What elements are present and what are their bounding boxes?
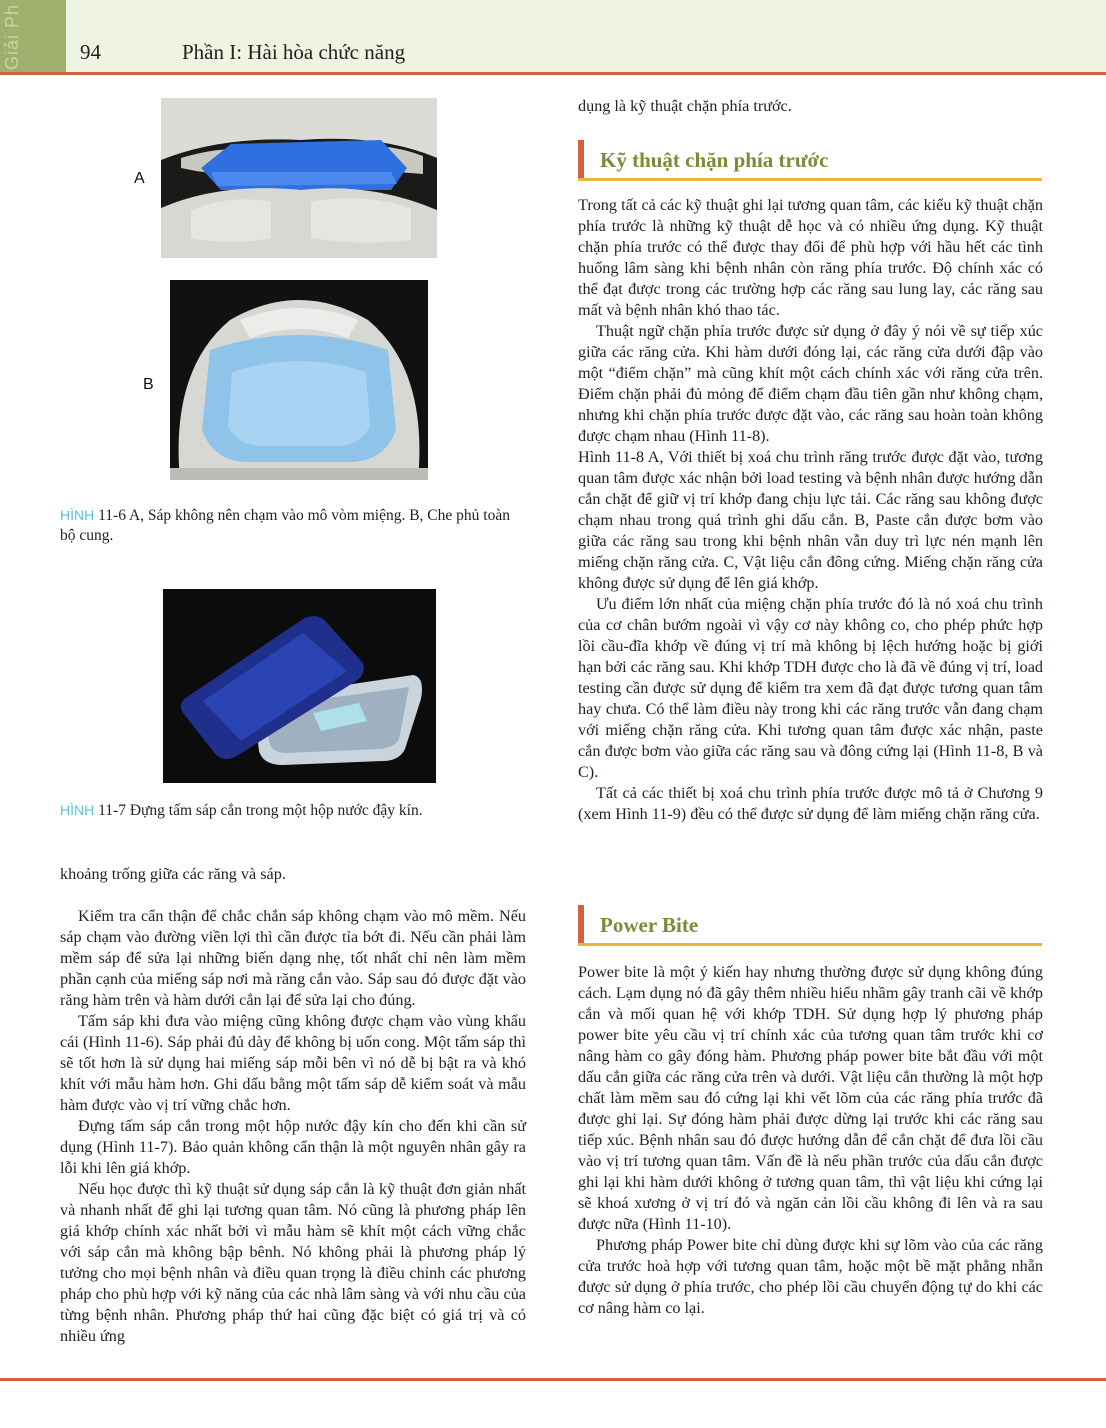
- section-title: Kỹ thuật chặn phía trước: [600, 148, 829, 172]
- paragraph: Ưu điểm lớn nhất của miệng chặn phía trước đó là nó xoá chu trình của cơ chân bướm ngoài vì vậy cơ này không co, cho phép phức hợp lồi cầu-đĩa khớp về đúng vị trí mà không bị lệch hướng hoặc bị giới hạn bởi các răng sau. Khi khớp TDH được cho là đã về đúng vị trí, load testing cần được sử dụng để kiểm tra xem đã đạt được tương quan tâm hay chưa. Có thể làm điều này trong khi các răng trước vẫn đang chạm với miếng chặn răng cửa. Khi tương quan tâm được xác nhận, paste cắn được bơm vào giữa các răng sau và đông cứng lại (Hình 11-8, B và C).: [578, 595, 1043, 781]
- paragraph: Nếu học được thì kỹ thuật sử dụng sáp cắn là kỹ thuật đơn giản nhất và nhanh nhất để ghi lại tương quan tâm. Nó cũng là phương pháp lên giá khớp chính xác nhất bởi vì mẫu hàm sẽ khít một cách vững chắc với sáp cắn mà không bập bênh. Nó không phải là phương pháp lý tưởng cho mọi bệnh nhân và điều quan trọng là điều chỉnh các phương pháp cho phù hợp với kỹ năng của các nhà lâm sàng và với nhu cầu của từng bệnh nhân. Phương pháp thứ hai cũng đặc biệt có giá trị và có nhiều ứng: [60, 1180, 526, 1345]
- section-title: Power Bite: [600, 913, 699, 937]
- left-column-body: [60, 906, 526, 1347]
- paragraph: Tất cả các thiết bị xoá chu trình phía trước được mô tả ở Chương 9 (xem Hình 11-9) đều có thể được sử dụng để làm miếng chặn răng cửa.: [578, 784, 1043, 823]
- running-title: Phần I: Hài hòa chức năng: [182, 40, 406, 64]
- figure-11-6-caption: [60, 505, 520, 546]
- figure-label-a: A: [134, 170, 145, 187]
- paragraph: khoảng trống giữa các răng và sáp.: [60, 865, 286, 883]
- caption-head: HÌNH: [60, 802, 95, 818]
- paragraph: Trong tất cả các kỹ thuật ghi lại tương quan tâm, các kiểu kỹ thuật chặn phía trước là những kỹ thuật dễ học và có nhiều ứng dụng. Kỹ thuật chặn phía trước có thể được thay đổi để phù hợp với hầu hết các tình huống lâm sàng khi bệnh nhân còn răng phía trước. Độ chính xác có thể đạt được trong các trường hợp các răng sau lung lay, các răng sau mất và bệnh nhân khó thao tác.: [578, 196, 1043, 319]
- side-tab-text: Giải Ph: [2, 4, 22, 71]
- figure-label-b: B: [143, 376, 154, 393]
- paragraph: Hình 11-8 A, Với thiết bị xoá chu trình răng trước được đặt vào, tương quan tâm được xác nhận bởi load testing và bệnh nhân được hướng dẫn cắn chặt để giữ vị trí khớp đang chịu lực tải. Các răng sau không được chạm nhau trong quá trình ghi dấu cắn. B, Paste cắn được bơm vào giữa các răng sau trong khi bệnh nhân vẫn duy trì lực nén mạnh lên miếng chặn răng cửa. C, Vật liệu cắn đông cứng. Miếng chặn răng cửa không được sử dụng để lên giá khớp.: [578, 448, 1043, 592]
- caption-head: HÌNH: [60, 507, 95, 523]
- section-heading-power-bite: [578, 905, 1042, 945]
- heading-underline: [578, 178, 1042, 181]
- figure-11-6a-photo: [161, 98, 437, 258]
- right-column-top: [578, 96, 1043, 117]
- paragraph: Tấm sáp khi đưa vào miệng cũng không được chạm vào vùng khẩu cái (Hình 11-6). Sáp phải đủ dày để không bị uốn cong. Một tấm sáp thì sẽ tốt hơn là sử dụng hai miếng sáp mỗi bên vì nó dễ bị bật ra và khó khít với mẫu hàm hơn. Ghi dấu bằng một tấm sáp dễ kiểm soát và mẫu hàm được vào vị trí vững chắc hơn.: [60, 1012, 526, 1114]
- section2-body: [578, 962, 1043, 1319]
- paragraph: Thuật ngữ chặn phía trước được sử dụng ở đây ý nói về sự tiếp xúc giữa các răng cửa. Khi hàm dưới đóng lại, các răng cửa dưới đập vào một “điểm chặn” mà cũng khít một cách chính xác với răng cửa trên. Điểm chặn phải đủ mỏng để điểm chạm đầu tiên gần như không chạm, nhưng khi chặn phía trước được đặt vào, các răng sau hoàn toàn không được chạm nhau (Hình 11-8).: [578, 322, 1043, 445]
- paragraph: Đựng tấm sáp cắn trong một hộp nước đậy kín cho đến khi cần sử dụng (Hình 11-7). Bảo quản không cẩn thận là một nguyên nhân gây ra lỗi khi lên giá khớp.: [60, 1117, 526, 1177]
- left-column-top: [60, 864, 526, 885]
- figure-11-7-caption: [60, 800, 520, 821]
- caption-text: 11-7 Đựng tấm sáp cắn trong một hộp nước đậy kín.: [94, 802, 423, 819]
- side-tab: [0, 0, 66, 74]
- figure-11-6b-photo: [170, 280, 428, 480]
- caption-text: 11-6 A, Sáp không nên chạm vào mô vòm miệng. B, Che phủ toàn bộ cung.: [60, 507, 510, 544]
- running-header: [0, 0, 1106, 74]
- heading-bar: [578, 905, 584, 945]
- header-rule: [0, 72, 1106, 75]
- section-heading-anterior-stop: [578, 140, 1042, 180]
- section1-body: [578, 195, 1043, 825]
- paragraph: Phương pháp Power bite chỉ dùng được khi sự lõm vào của các răng cửa trước hoà hợp với tương quan tâm, hoặc một bề mặt phẳng nhẵn được sử dụng ở phía trước, cho phép lồi cầu chuyển động tự do khi các cơ nâng hàm co lại.: [578, 1236, 1043, 1317]
- paragraph: Kiểm tra cẩn thận để chắc chắn sáp không chạm vào mô mềm. Nếu sáp chạm vào đường viền lợi thì cần được tỉa bớt đi. Nếu cần phải làm mềm sáp để sửa lại những biến dạng nhẹ, tốt nhất chỉ nên làm mềm phần cạnh của miếng sáp nơi mà răng cắn vào. Sáp sau đó được đặt vào răng hàm trên và hàm dưới cắn lại để sửa lại cho đúng.: [60, 907, 526, 1009]
- heading-underline: [578, 943, 1042, 946]
- paragraph: Power bite là một ý kiến hay nhưng thường được sử dụng không đúng cách. Lạm dụng nó đã gây thêm nhiều hiểu nhầm gây tranh cãi về khớp cắn và mối quan hệ với khớp TDH. Sử dụng hợp lý phương pháp power bite yêu cầu vị trí chính xác của tương quan tâm trước khi cơ nâng hàm co gây đóng hàm. Phương pháp power bite bắt đầu với một dấu cắn giữa các răng cửa trên và dưới. Vật liệu cắn thường là một hợp chất làm mềm sau đó cứng lại khi vết lõm của các răng phía trước đã được ghi lại. Sự đóng hàm phải được dừng lại trước khi các răng sau tiếp xúc. Bệnh nhân sau đó được hướng dẫn để cắn chặt để đưa lồi cầu vào vị trí tương quan tâm. Vấn đề là nếu phần trước của dấu cắn được ghi lại khi hàm dưới không ở tương quan tâm, thì vật liệu khi cứng lại sẽ khoá xương ở vị trí đó và ngăn cản lồi cầu không đi lên và ra sau được nữa (Hình 11-10).: [578, 963, 1043, 1233]
- paragraph: dụng là kỹ thuật chặn phía trước.: [578, 97, 792, 115]
- page-number: 94: [80, 40, 101, 64]
- footer-rule: [0, 1378, 1106, 1381]
- figure-11-7-photo: [163, 589, 436, 783]
- heading-bar: [578, 140, 584, 180]
